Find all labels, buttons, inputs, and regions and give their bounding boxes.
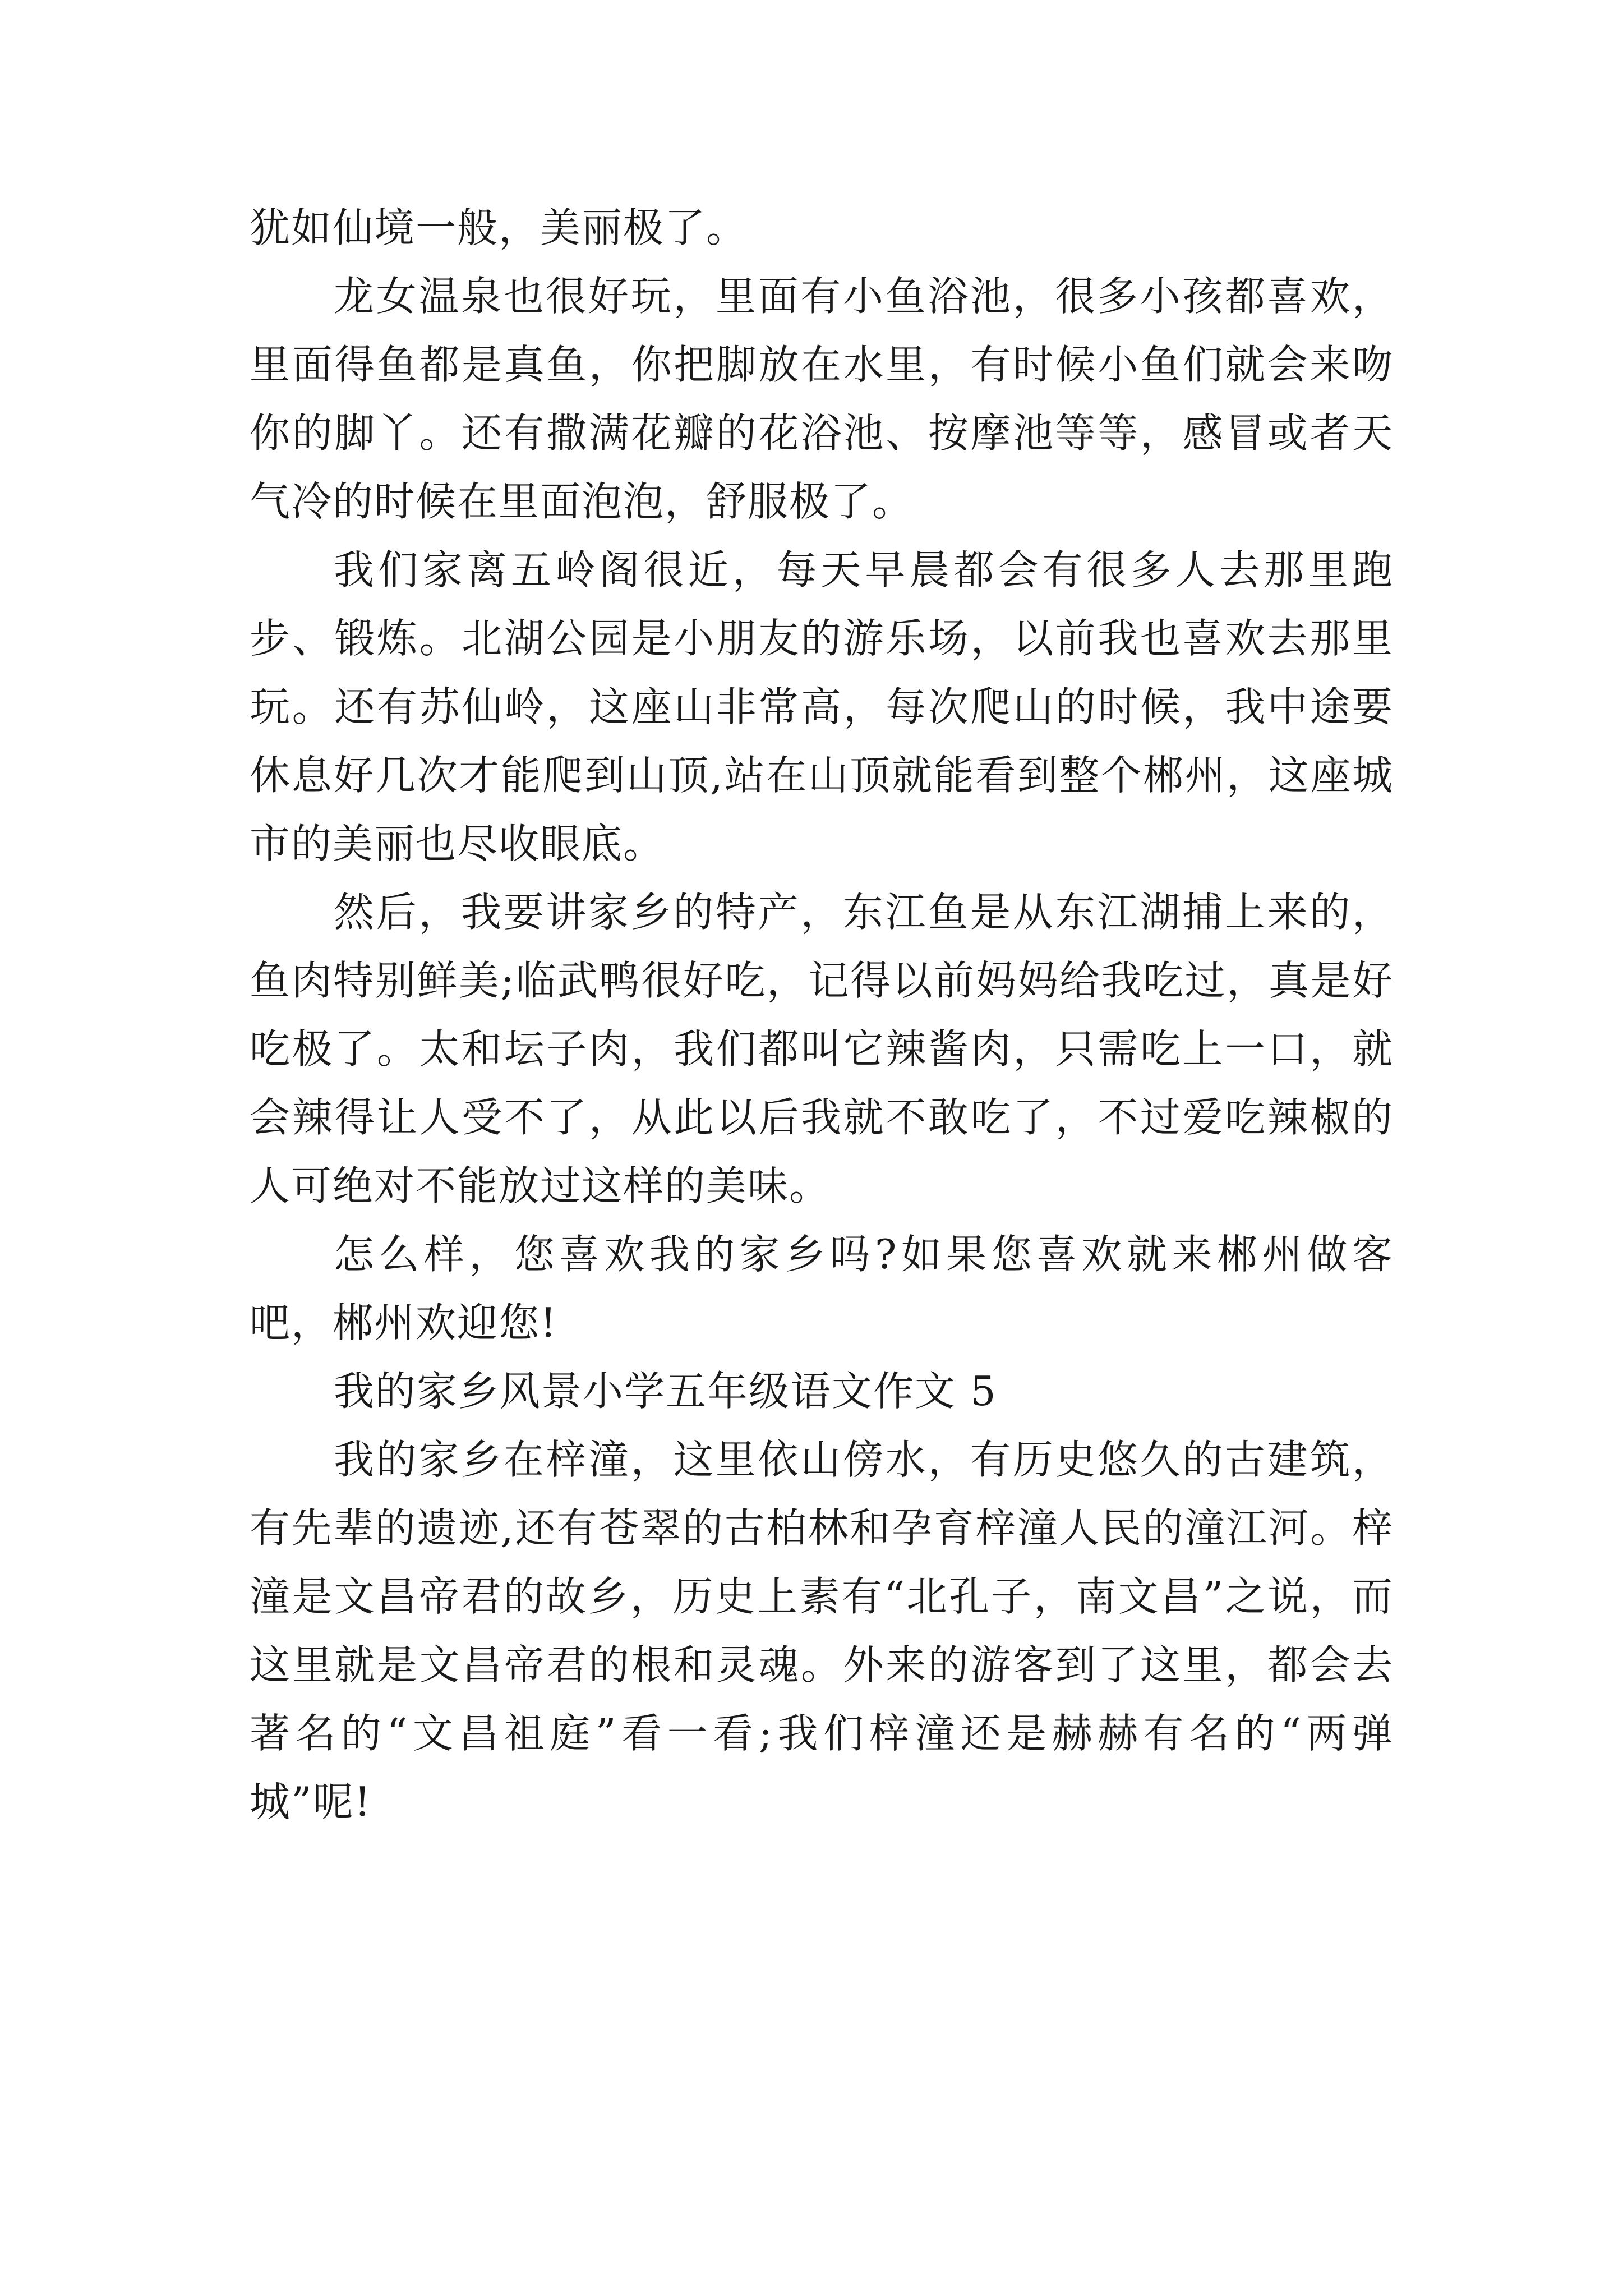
- document-body: [250, 194, 1394, 1836]
- paragraph-zitong: 我的家乡在梓潼，这里依山傍水，有历史悠久的古建筑，有先辈的遗迹,还有苍翠的古柏林和孕育梓潼人民的潼江河。梓潼是文昌帝君的故乡，历史上素有“北孔子，南文昌”之说，而这里就是文昌帝君的根和灵魂。外来的游客到了这里，都会去著名的“文昌祖庭”看一看;我们梓潼还是赫赫有名的“两弹城”呢!: [250, 1436, 1394, 1825]
- paragraph-parks: 我们家离五岭阁很近，每天早晨都会有很多人去那里跑步、锻炼。北湖公园是小朋友的游乐场，以前我也喜欢去那里玩。还有苏仙岭，这座山非常高，每次爬山的时候，我中途要休息好几次才能爬到山顶,站在山顶就能看到整个郴州，这座城市的美丽也尽收眼底。: [250, 546, 1394, 867]
- paragraph-hot-spring: 龙女温泉也很好玩，里面有小鱼浴池，很多小孩都喜欢，里面得鱼都是真鱼，你把脚放在水里，有时候小鱼们就会来吻你的脚丫。还有撒满花瓣的花浴池、按摩池等等，感冒或者天气冷的时候在里面泡泡，舒服极了。: [250, 273, 1394, 525]
- essay-title: 我的家乡风景小学五年级语文作文 5: [334, 1368, 997, 1415]
- paragraph-invitation: 怎么样，您喜欢我的家乡吗?如果您喜欢就来郴州做客吧，郴州欢迎您!: [250, 1231, 1394, 1346]
- paragraph-continuation: 犹如仙境一般，美丽极了。: [250, 204, 748, 251]
- paragraph-specialties: 然后，我要讲家乡的特产，东江鱼是从东江湖捕上来的，鱼肉特别鲜美;临武鸭很好吃，记得以前妈妈给我吃过，真是好吃极了。太和坛子肉，我们都叫它辣酱肉，只需吃上一口，就会辣得让人受不了，从此以后我就不敢吃了，不过爱吃辣椒的人可绝对不能放过这样的美味。: [250, 889, 1394, 1209]
